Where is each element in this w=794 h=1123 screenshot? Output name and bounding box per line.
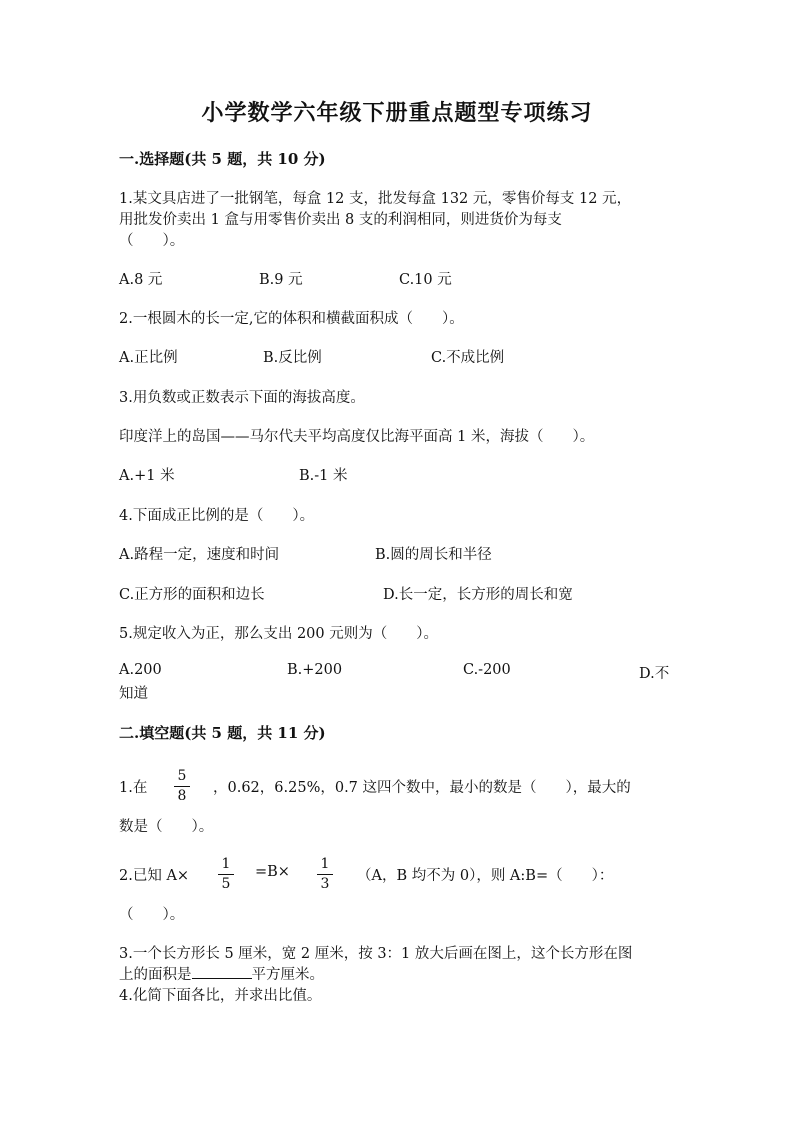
q5-option-a: A.200 bbox=[119, 662, 162, 678]
question-1-line-2: 用批发价卖出 1 盒与用零售价卖出 8 支的利润相同，则进货价为每支 bbox=[119, 212, 562, 228]
question-3-line-2: 印度洋上的岛国——马尔代夫平均高度仅比海平面高 1 米，海拔（ ）。 bbox=[119, 429, 595, 445]
q4-option-d: D.长一定，长方形的周长和宽 bbox=[383, 587, 573, 603]
question-4-text: 4.下面成正比例的是（ ）。 bbox=[119, 508, 315, 524]
question-2-text: 2.一根圆木的长一定,它的体积和横截面积成（ ）。 bbox=[119, 311, 464, 327]
question-1-line-3: （ ）。 bbox=[119, 233, 185, 249]
fill-3-line-2-suffix: 平方厘米。 bbox=[251, 967, 324, 983]
q5-option-d: D.不 bbox=[639, 666, 670, 682]
page-title: 小学数学六年级下册重点题型专项练习 bbox=[201, 100, 593, 126]
q1-option-a: A.8 元 bbox=[119, 272, 163, 288]
question-1-line-1: 1.某文具店进了一批钢笔，每盒 12 支，批发每盒 132 元，零售价每支 12 元， bbox=[119, 191, 632, 207]
fill-4-text: 4.化简下面各比，并求出比值。 bbox=[119, 988, 322, 1004]
fraction-denominator: 3 bbox=[320, 876, 330, 892]
fill-3-line-2 bbox=[119, 963, 324, 984]
fill-2-mid: =B× bbox=[255, 864, 290, 880]
fraction-bar bbox=[174, 786, 190, 787]
fill-3-line-1: 3.一个长方形长 5 厘米，宽 2 厘米，按 3：1 放大后画在图上，这个长方形在图 bbox=[119, 946, 633, 962]
fill-2-prefix: 2.已知 A× bbox=[119, 868, 190, 884]
q2-option-c: C.不成比例 bbox=[431, 350, 505, 366]
fraction-numerator: 1 bbox=[320, 856, 330, 872]
q1-option-b: B.9 元 bbox=[259, 272, 303, 288]
fraction-denominator: 8 bbox=[177, 788, 187, 804]
q2-option-a: A.正比例 bbox=[119, 350, 178, 366]
section-heading-fill: 二.填空题(共 5 题，共 11 分) bbox=[119, 724, 326, 742]
q3-option-a: A.+1 米 bbox=[119, 468, 175, 484]
fraction-one-third bbox=[315, 856, 335, 893]
fraction-bar bbox=[317, 874, 333, 875]
fraction-one-fifth bbox=[216, 856, 236, 893]
fraction-five-eighths bbox=[172, 768, 192, 805]
fill-1-line-2: 数是（ ）。 bbox=[119, 819, 214, 835]
fill-1-prefix: 1.在 bbox=[119, 780, 148, 796]
q4-option-b: B.圆的周长和半径 bbox=[375, 547, 492, 563]
section-heading-choice: 一.选择题(共 5 题，共 10 分) bbox=[119, 150, 326, 168]
fraction-denominator: 5 bbox=[221, 876, 231, 892]
q4-option-a: A.路程一定，速度和时间 bbox=[119, 547, 280, 563]
question-3-line-1: 3.用负数或正数表示下面的海拔高度。 bbox=[119, 390, 365, 406]
fill-2-line-2: （ ）。 bbox=[119, 907, 185, 923]
q1-option-c: C.10 元 bbox=[399, 272, 452, 288]
fill-3-line-2-prefix: 上的面积是 bbox=[119, 967, 192, 983]
fill-2-suffix: （A，B 均不为 0），则 A:B=（ ）： bbox=[357, 868, 614, 884]
q2-option-b: B.反比例 bbox=[263, 350, 322, 366]
q5-option-c: C.-200 bbox=[463, 662, 511, 678]
fraction-numerator: 5 bbox=[177, 768, 187, 784]
fill-1-suffix: ，0.62，6.25%，0.7 这四个数中，最小的数是（ ），最大的 bbox=[213, 780, 631, 796]
fraction-numerator: 1 bbox=[221, 856, 231, 872]
question-5-text: 5.规定收入为正，那么支出 200 元则为（ ）。 bbox=[119, 626, 438, 642]
q4-option-c: C.正方形的面积和边长 bbox=[119, 587, 265, 603]
answer-blank bbox=[192, 964, 252, 979]
q5-option-b: B.+200 bbox=[287, 662, 343, 678]
fraction-bar bbox=[218, 874, 234, 875]
q3-option-b: B.-1 米 bbox=[299, 468, 348, 484]
q5-option-d-wrap: 知道 bbox=[119, 686, 148, 702]
